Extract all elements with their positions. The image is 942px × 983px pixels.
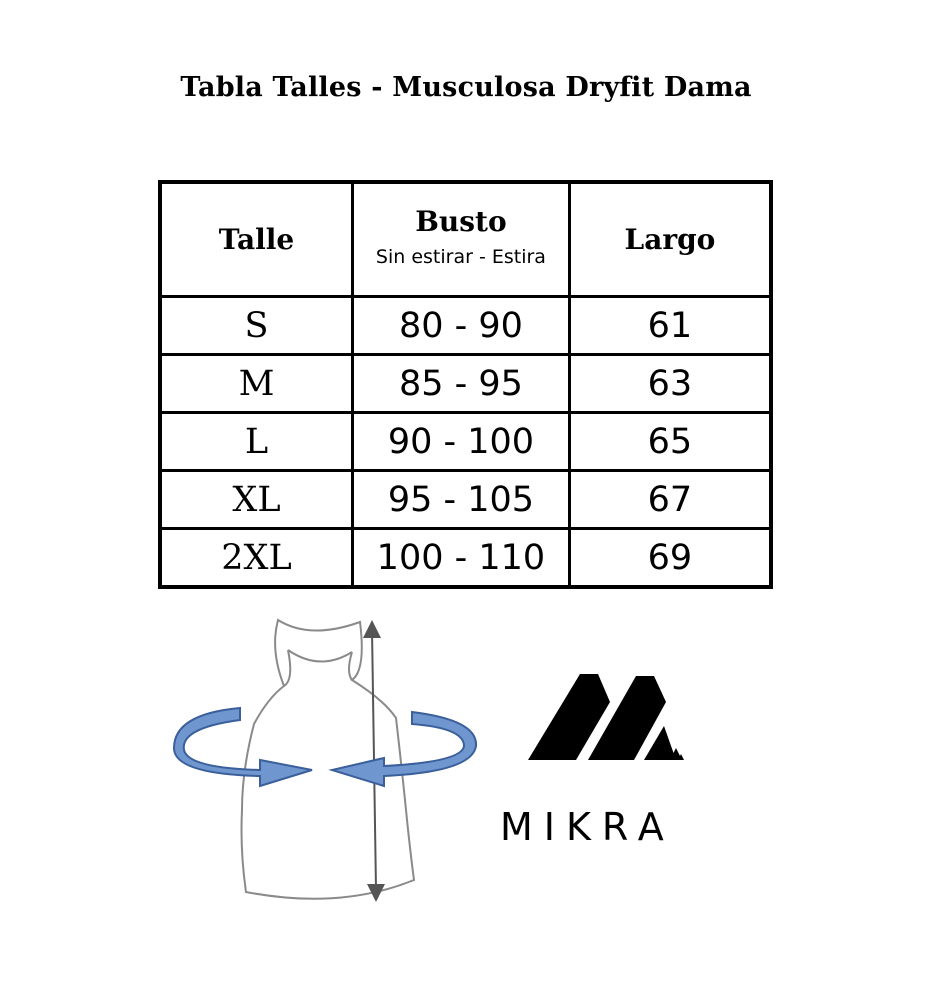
brand-wordmark: MIKRA <box>500 805 675 849</box>
header-talle: Talle <box>160 182 353 297</box>
page-title: Tabla Talles - Musculosa Dryfit Dama <box>180 72 752 103</box>
cell-talle: S <box>160 297 353 355</box>
length-arrow-top <box>363 620 381 638</box>
cell-largo: 69 <box>569 529 771 588</box>
table-row <box>160 413 771 471</box>
cell-busto: 90 - 100 <box>353 413 570 471</box>
cell-talle: M <box>160 355 353 413</box>
cell-busto: 85 - 95 <box>353 355 570 413</box>
table-row <box>160 471 771 529</box>
cell-talle: L <box>160 413 353 471</box>
size-table <box>158 180 773 589</box>
cell-largo: 67 <box>569 471 771 529</box>
tank-top-measure-icon <box>170 610 490 910</box>
cell-largo: 65 <box>569 413 771 471</box>
header-busto-sublabel: Sin estirar - Estira <box>375 246 546 268</box>
cell-busto: 95 - 105 <box>353 471 570 529</box>
cell-busto: 80 - 90 <box>353 297 570 355</box>
table-row <box>160 529 771 588</box>
table-row <box>160 297 771 355</box>
header-largo: Largo <box>569 182 771 297</box>
table-row <box>160 355 771 413</box>
header-busto <box>353 182 570 297</box>
header-busto-label: Busto <box>415 205 507 238</box>
cell-busto: 100 - 110 <box>353 529 570 588</box>
cell-largo: 61 <box>569 297 771 355</box>
cell-largo: 63 <box>569 355 771 413</box>
cell-talle: 2XL <box>160 529 353 588</box>
cell-talle: XL <box>160 471 353 529</box>
table-header-row <box>160 182 771 297</box>
